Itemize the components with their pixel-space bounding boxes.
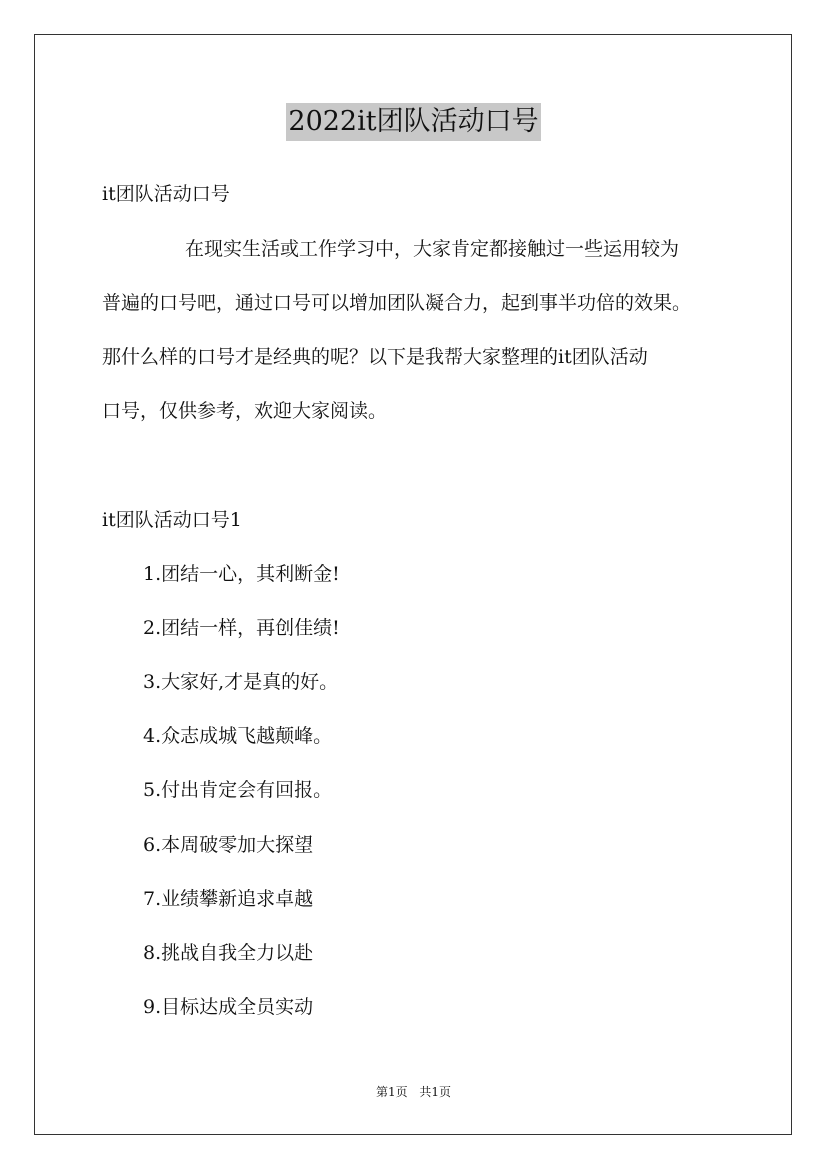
title-wrapper (0, 103, 827, 141)
slogan-item-7: 7.业绩攀新追求卓越 (143, 888, 314, 910)
slogan-item-1: 1.团结一心，其利断金! (143, 563, 340, 585)
intro-line-4: 口号，仅供参考，欢迎大家阅读。 (102, 400, 388, 422)
slogan-item-4: 4.众志成城飞越颠峰。 (143, 725, 333, 747)
page-footer (0, 1083, 827, 1101)
document-subtitle: it团队活动口号 (102, 183, 230, 205)
intro-line-1: 在现实生活或工作学习中，大家肯定都接触过一些运用较为 (185, 238, 680, 260)
slogan-item-9: 9.目标达成全员实动 (143, 996, 314, 1018)
page-number-current: 第1页 (375, 1085, 408, 1099)
slogan-item-6: 6.本周破零加大探望 (143, 834, 314, 856)
slogan-item-2: 2.团结一样，再创佳绩! (143, 617, 340, 639)
intro-line-2: 普遍的口号吧，通过口号可以增加团队凝合力，起到事半功倍的效果。 (102, 292, 692, 314)
slogan-item-8: 8.挑战自我全力以赴 (143, 942, 314, 964)
page-number-total: 共1页 (419, 1085, 452, 1099)
document-title: 2022it团队活动口号 (286, 103, 540, 141)
intro-line-3: 那什么样的口号才是经典的呢？以下是我帮大家整理的it团队活动 (102, 346, 648, 368)
slogan-item-3: 3.大家好,才是真的好。 (143, 671, 339, 693)
slogan-item-5: 5.付出肯定会有回报。 (143, 779, 333, 801)
section-heading: it团队活动口号1 (102, 509, 242, 531)
